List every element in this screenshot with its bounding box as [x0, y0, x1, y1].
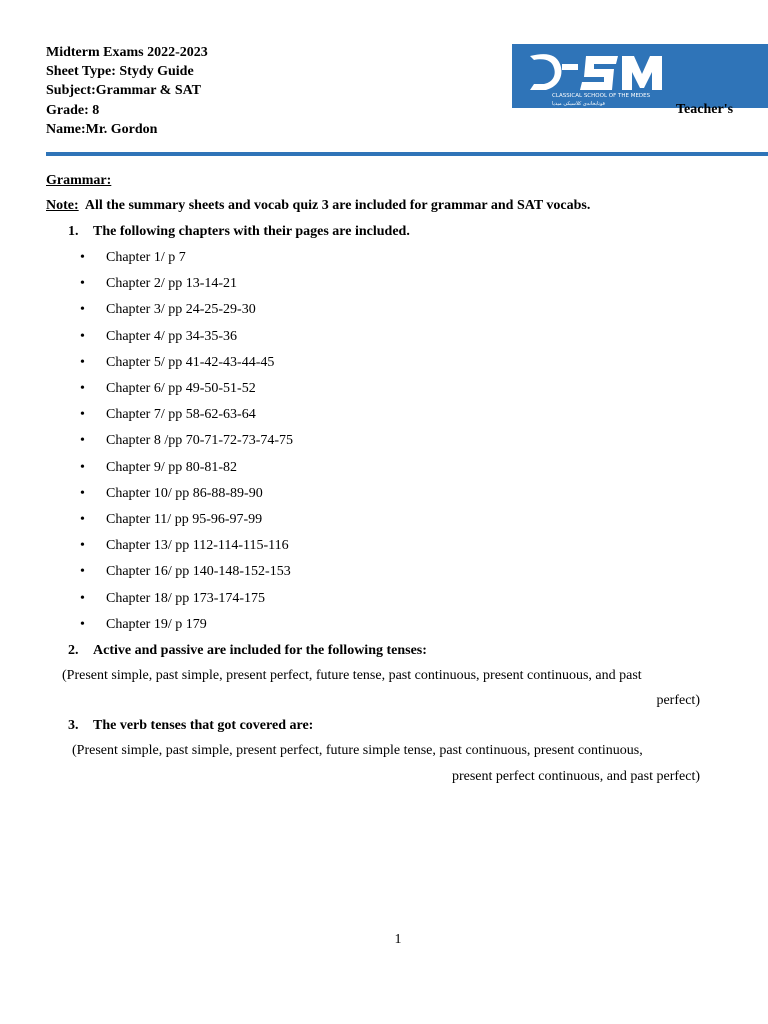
item2-number: 2.	[68, 643, 79, 658]
bullet-icon: •	[80, 617, 85, 632]
svg-text:CLASSICAL SCHOOL OF THE MEDES: CLASSICAL SCHOOL OF THE MEDES	[552, 93, 651, 99]
item3-detail-line2: present perfect continuous, and past perfect)	[451, 769, 700, 784]
chapter-item: Chapter 8 /pp 70-71-72-73-74-75	[106, 433, 294, 448]
chapter-item: Chapter 3/ pp 24-25-29-30	[106, 302, 256, 317]
document-header	[46, 43, 208, 139]
item3-detail-line1: (Present simple, past simple, present perfect, future simple tense, past continuous, present continuous,	[72, 743, 643, 758]
page-number: 1	[394, 932, 402, 947]
sheet-type: Sheet Type: Stydy Guide	[46, 64, 194, 80]
note	[46, 198, 590, 214]
chapter-item: Chapter 18/ pp 173-174-175	[106, 591, 266, 606]
bullet-icon: •	[80, 486, 85, 501]
item2-detail-line1: (Present simple, past simple, present perfect, future tense, past continuous, present continuous, and past	[62, 668, 642, 683]
chapter-item: Chapter 6/ pp 49-50-51-52	[106, 381, 256, 396]
section-title: Grammar:	[46, 173, 112, 188]
chapter-item: Chapter 11/ pp 95-96-97-99	[106, 512, 263, 527]
item2-detail-line2: perfect)	[656, 693, 700, 708]
item3-text: The verb tenses that got covered are:	[93, 718, 314, 733]
chapter-item: Chapter 13/ pp 112-114-115-116	[106, 538, 289, 553]
bullet-icon: •	[80, 433, 85, 448]
bullet-icon: •	[80, 460, 85, 475]
item1-number: 1.	[68, 224, 79, 239]
school-logo-icon	[512, 44, 768, 108]
chapter-item: Chapter 16/ pp 140-148-152-153	[106, 564, 291, 579]
bullet-icon: •	[80, 302, 85, 317]
bullet-icon: •	[80, 329, 85, 344]
bullet-icon: •	[80, 250, 85, 265]
chapter-item: Chapter 5/ pp 41-42-43-44-45	[106, 355, 275, 370]
chapter-item: Chapter 9/ pp 80-81-82	[106, 460, 238, 475]
school-logo	[512, 44, 768, 108]
bullet-icon: •	[80, 538, 85, 553]
chapter-item: Chapter 7/ pp 58-62-63-64	[106, 407, 256, 422]
teacher-label: Teacher's	[676, 102, 734, 117]
bullet-icon: •	[80, 512, 85, 527]
teacher-name: Name:Mr. Gordon	[46, 121, 158, 137]
bullet-icon: •	[80, 591, 85, 606]
grade: Grade: 8	[46, 102, 100, 118]
item1-text: The following chapters with their pages are included.	[93, 224, 410, 239]
item3-number: 3.	[68, 718, 79, 733]
note-label: Note:	[46, 198, 79, 213]
exam-title: Midterm Exams 2022-2023	[46, 45, 208, 60]
bullet-icon: •	[80, 355, 85, 370]
chapter-item: Chapter 19/ p 179	[106, 617, 207, 632]
chapter-item: Chapter 2/ pp 13-14-21	[106, 276, 238, 291]
header-divider	[46, 152, 768, 156]
bullet-icon: •	[80, 407, 85, 422]
subject: Subject:Grammar & SAT	[46, 83, 202, 99]
chapter-item: Chapter 1/ p 7	[106, 250, 186, 265]
chapter-item: Chapter 10/ pp 86-88-89-90	[106, 486, 263, 501]
chapter-item: Chapter 4/ pp 34-35-36	[106, 329, 238, 344]
svg-text:قوتابخانەی کلاسیکی میدیا: قوتابخانەی کلاسیکی میدیا	[552, 101, 605, 107]
bullet-icon: •	[80, 276, 85, 291]
item2-text: Active and passive are included for the following tenses:	[93, 643, 427, 658]
bullet-icon: •	[80, 564, 85, 579]
note-text: All the summary sheets and vocab quiz 3 are included for grammar and SAT vocabs.	[84, 198, 591, 213]
bullet-icon: •	[80, 381, 85, 396]
